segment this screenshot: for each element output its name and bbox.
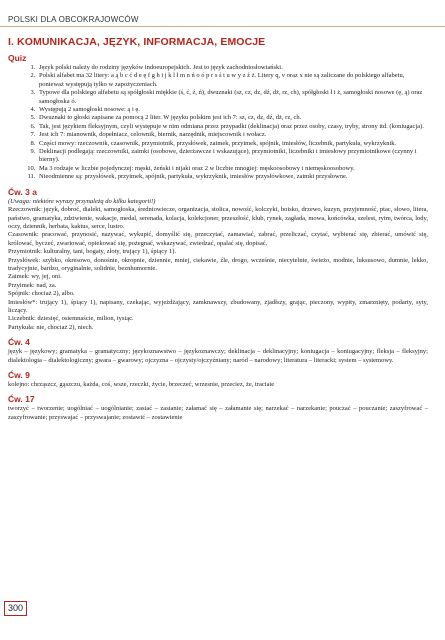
exercise-17-heading: Ćw. 17 — [8, 394, 35, 405]
quiz-item: 5. Dwuznaki to głoski zapisane za pomocą 2 liter. W języku polskim jest ich 7: sz, cz, dz, dź, dż, rz, ch. — [37, 114, 428, 122]
answer-przyimek: Przyimek: nad, za. — [8, 281, 57, 289]
answer-przyslowek: Przysłówek: szybko, okresowo, donośnie, okropnie, dziennie, mniej, ciekawie, źle, drogo, wcześnie, niecytelnie, świeżo, modnie, luksusowo, dumnie, lekko, tradycyjnie, bardzo, oryginalnie, solidnie, beznhumornie. — [8, 256, 428, 272]
quiz-item: 8. Części mowy: rzeczownik, czasownik, przymiotnik, przysłówek, zaimek, przyimek, spójnik, imiesłów, liczebnik, partykuła, wykrzyknik. — [37, 140, 428, 148]
answer-zaimek: Zaimek: wy, jej, oni. — [8, 273, 62, 281]
exercise-9-heading: Ćw. 9 — [8, 370, 30, 380]
quiz-item: 9. Deklinacji podlegają: rzeczowniki, zaimki (osobowe, dzierżawcze i wskazujące), przymiotniki, liczebniki i imiesłowy przymiotnikowe (czynny i bierny). — [37, 148, 428, 165]
quiz-item: 3. Typowe dla polskiego alfabetu są spółgłoski miękkie (ś, ć, ź, ń), dwuznaki (sz, cz, dz, dź, dż, rz, ch), spółgłoski ł i ż, samogłoski nosowe (ę, ą) oraz samogłoska ó. — [37, 89, 428, 106]
exercise-3a-note: (Uwaga: niektóre wyrazy przynależą do kilku kategorii!) — [8, 197, 156, 205]
header-rule — [0, 26, 445, 27]
answer-spojnik: Spójnik: chociaż 2), albo. — [8, 290, 75, 298]
answer-liczebnik: Liczebnik: dziesięć, osiemnaście, milion, tysiąc. — [8, 315, 134, 323]
answer-rzeczownik: Rzeczownik: język, dobroć, dialekt, samogłoska, średniowiecze, organizacja, stolica, nowość, kolczyki, boisko, drzewo, kuzyn, przyjemność, ptac, słowo, litera, państwo, gramatyka, zdziwienie, wakacje, medal, serenada, kolacja, kolekcjoner, przeszłość, klub, rynek, zagłada, mowa, końcówka, szelest, rytm, twórca, lody, oczy, dziennik, herbata, kaktus, serce, lustro. — [8, 206, 428, 230]
exercise-3a-heading: Ćw. 3 a — [8, 186, 37, 197]
quiz-list — [8, 64, 428, 182]
quiz-item: 7. Jest ich 7: mianownik, dopełniacz, celownik, biernik, narzędnik, miejscownik i wołacz. — [37, 131, 428, 139]
quiz-item: 10. Ma 3 rodzaje w liczbie pojedynczej: męski, żeński i nijaki oraz 2 w liczbie mnogiej: męskoosobowy i niemęskoosobowy. — [37, 165, 428, 173]
exercise-4-heading: Ćw. 4 — [8, 337, 30, 348]
answer-przymiotnik: Przymiotnik: kulturalny, tani, bogaty, złoty, trujący 1), śpiący 1). — [8, 248, 177, 256]
answer-czasownik: Czasownik: pracować, przynosić, nazywać, wykupić, domyślić się, przeczytać, zamawiać, zabrać, przeliczać, czytać, wybierać się, zbierać, umówić się, królować, byczeć, zwariować, opiekować się, pożegnać, wskazywać, zwiedzać, opalać się, dopisać. — [8, 231, 428, 247]
answer-imieslow: Imiesłów*: trujący 1), śpiący 1), napisany, czekając, wyjeżdżający, zamknawszy, zbudowany, zjadłszy, grając, pieczony, wypity, zmarznięty, podarty, syty, liczący. — [8, 298, 428, 314]
answer-partykula: Partykuła: nie, chociaż 2), niech. — [8, 323, 94, 331]
exercise-9-answer: kolejno: chrząszcz, gąszczu, każda, coś, wsze, rzeczki, życie, brzeczeć, wrzesnie, przeciez, że, traciaie — [8, 381, 275, 388]
exercise-4-answer: język – językowy; gramatyka – gramatyczny; językoznawstwo – językoznawczy; deklinacja – deklinacyjny; koniugacja – koniugacyjny; fleksja – fleksyjny; dialektologia – dialektologiczny; gwara – gwarowy; ojczyzna – ojczysty/ojczyźniany; naród – narodowy; literatura – literacki; system – systemowy. — [8, 348, 428, 364]
quiz-item: 2. Polski alfabet ma 32 litery: a ą b c ć d e ę f g h i j k l ł m n ń o ó p r s ś t u w y z ź ż. Litery q, v oraz x nie są zaliczane do polskiego alfabetu, ponieważ występują tylko w zapożyczeniach. — [37, 72, 428, 89]
page-number: 300 — [4, 601, 27, 616]
chapter-title: I. KOMUNIKACJA, JĘZYK, INFORMACJA, EMOCJE — [8, 36, 266, 48]
quiz-item: 6. Tak, jest językiem fleksyjnym, czyli występuje w nim odmiana przez przypadki (deklinacja) oraz przez osoby, czasy, tryby, strony itd. (koniugacja). — [37, 123, 428, 131]
page-content — [8, 36, 428, 422]
quiz-item: 1. Język polski należy do rodziny języków indoeuropejskich. Jest to język zachodniosłowiański. — [37, 64, 428, 72]
quiz-item: 11. Nieodmienne są: przysłówek, przyimek, spójnik, partykuła, wykrzyknik, imiesłów przysłówkowe, zaimki przysłowne. — [37, 173, 428, 181]
running-header: POLSKI DLA OBCOKRAJOWCÓW — [8, 15, 139, 24]
quiz-heading: Quiz — [8, 53, 27, 63]
quiz-item: 4. Występują 2 samogłoski nosowe: ą i ę. — [37, 106, 428, 114]
exercise-17-answer: tworzyć – tworzenie; uogólniać – uogólnianie; zasiać – zasianie; załamać się – załamanie się; narzekać – narzekanie; pouczać – pouczanie; zaszyfrować – zaszyfrowanie; przyswajać – przyswajanie; zostawić – zostawienie — [8, 405, 428, 421]
